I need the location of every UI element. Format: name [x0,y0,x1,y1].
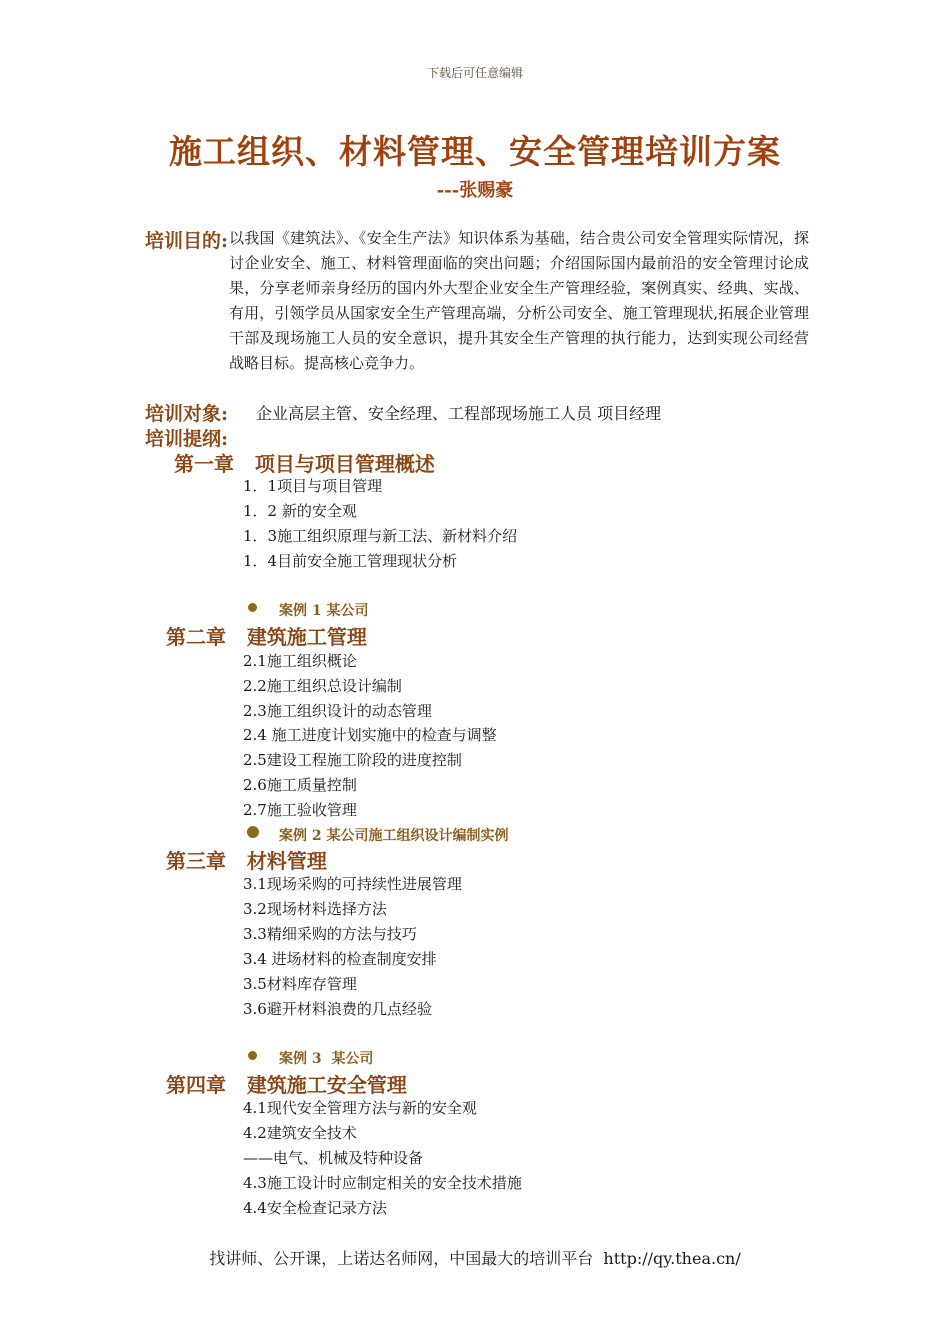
chapter-1-title: 第一章 项目与项目管理概述 [174,452,435,476]
purpose-label: 培训目的: [145,230,229,252]
bullet-dot [248,603,257,612]
chapter-3-item: 3.6避开材料浪费的几点经验 [243,1000,432,1018]
chapter-4-item: 4.1现代安全管理方法与新的安全观 [243,1099,477,1117]
bullet-dot [248,1051,257,1060]
download-note: 下载后可任意编辑 [426,66,523,80]
chapter-1-item: 1．1项目与项目管理 [243,477,383,495]
chapter-3-item: 3.5材料库存管理 [243,975,357,993]
chapter-3-item: 3.1现场采购的可持续性进展管理 [243,875,462,893]
chapter-3-item: 3.3精细采购的方法与技巧 [243,925,417,943]
chapter-3-item: 3.2现场材料选择方法 [243,900,387,918]
audience-text: 企业高层主管、安全经理、工程部现场施工人员 项目经理 [256,404,662,423]
chapter-2-item: 2.4 施工进度计划实施中的检查与调整 [243,726,497,744]
chapter-4-item: ——电气、机械及特种设备 [243,1149,424,1167]
chapter-4-item: 4.3施工设计时应制定相关的安全技术措施 [243,1174,522,1192]
chapter-2-item: 2.2施工组织总设计编制 [243,677,402,695]
chapter-4-item: 4.4安全检查记录方法 [243,1199,387,1217]
purpose-text: 以我国《建筑法》、《安全生产法》知识体系为基础，结合贵公司安全管理实际情况，探讨企业安全、施工、材料管理面临的突出问题；介绍国际国内最前沿的安全管理讨论成果，分享老师亲身经历的国内外大型企业安全生产管理经验，案例真实、经典、实战、有用，引领学员从国家安全生产管理高端，分析公司安全、施工管理现状,拓展企业管理干部及现场施工人员的安全意识，提升其安全生产管理的执行能力，达到实现公司经营战略目标。提高核心竞争力。 [229,229,809,372]
chapter-1-item: 1．4目前安全施工管理现状分析 [243,552,458,570]
bullet-dot [247,826,259,838]
case-2: 案例 2 某公司施工组织设计编制实例 [279,828,509,844]
outline-label: 培训提纲: [145,428,229,450]
document-author: ---张赐豪 [436,180,514,201]
chapter-3-item: 3.4 进场材料的检查制度安排 [243,950,437,968]
footer-ad: 找讲师、公开课，上诺达名师网，中国最大的培训平台 http://qy.thea.cn/ [209,1249,741,1268]
chapter-3-title: 第三章 材料管理 [166,849,327,873]
chapter-1-item: 1．3施工组织原理与新工法、新材料介绍 [243,527,518,545]
chapter-2-item: 2.7施工验收管理 [243,801,357,819]
case-1: 案例 1 某公司 [279,603,369,619]
chapter-4-title: 第四章 建筑施工安全管理 [166,1073,407,1097]
chapter-2-item: 2.6施工质量控制 [243,776,357,794]
chapter-1-item: 1．2 新的安全观 [243,502,357,520]
chapter-2-title: 第二章 建筑施工管理 [166,625,367,649]
case-3: 案例 3 某公司 [279,1051,374,1067]
chapter-2-item: 2.5建设工程施工阶段的进度控制 [243,751,462,769]
chapter-2-item: 2.1施工组织概论 [243,652,357,670]
document-title: 施工组织、材料管理、安全管理培训方案 [169,132,781,171]
audience-label: 培训对象: [145,403,229,425]
chapter-4-item: 4.2建筑安全技术 [243,1124,357,1142]
chapter-2-item: 2.3施工组织设计的动态管理 [243,702,432,720]
